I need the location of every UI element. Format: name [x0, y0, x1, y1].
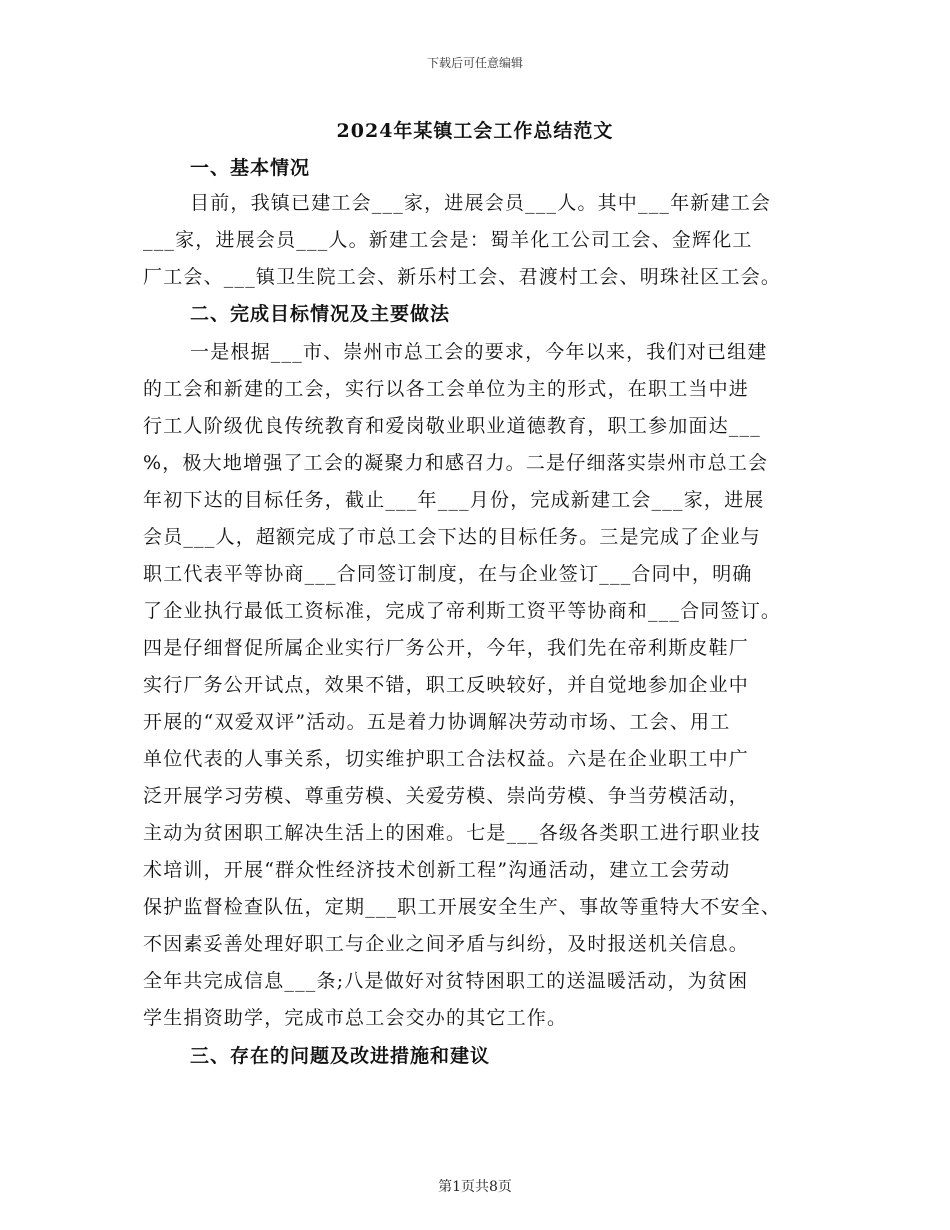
paragraph-line: ___家，进展会员___人。新建工会是：蜀羊化工公司工会、金辉化工: [143, 229, 753, 251]
section-heading-basic: 一、基本情况: [190, 157, 311, 179]
paragraph-line: 泛开展学习劳模、尊重劳模、关爱劳模、崇尚劳模、争当劳模活动，: [143, 785, 750, 807]
paragraph-line: 年初下达的目标任务，截止___年___月份，完成新建工会___家，进展: [143, 489, 765, 511]
paragraph-line: 主动为贫困职工解决生活上的困难。七是___各级各类职工进行职业技: [143, 822, 761, 844]
paragraph-line: 目前，我镇已建工会___家，进展会员___人。其中___年新建工会: [190, 192, 772, 214]
paragraph-line: 一是根据___市、崇州市总工会的要求，今年以来，我们对已组建: [190, 341, 768, 363]
section-heading-goals: 二、完成目标情况及主要做法: [190, 303, 451, 325]
section-heading-issues: 三、存在的问题及改进措施和建议: [190, 1045, 491, 1067]
paragraph-line: 厂工会、___镇卫生院工会、新乐村工会、君渡村工会、明珠社区工会。: [143, 266, 782, 288]
header-note: 下载后可任意编辑: [426, 56, 523, 70]
page-footer: 第1页共8页: [438, 1179, 512, 1195]
paragraph-line: 会员___人，超额完成了市总工会下达的目标任务。三是完成了企业与: [143, 526, 761, 548]
paragraph-line: 保护监督检查队伍，定期___职工开展安全生产、事故等重特大不安全、: [143, 896, 782, 918]
paragraph-line: 学生捐资助学，完成市总工会交办的其它工作。: [143, 1007, 568, 1029]
paragraph-line: 职工代表平等协商___合同签订制度，在与企业签订___合同中，明确: [143, 563, 753, 585]
paragraph-line: 行工人阶级优良传统教育和爱岗敬业职业道德教育，职工参加面达___: [143, 415, 761, 437]
paragraph-line: 实行厂务公开试点，效果不错，职工反映较好，并自觉地参加企业中: [143, 674, 750, 696]
paragraph-line: 不因素妥善处理好职工与企业之间矛盾与纠纷，及时报送机关信息。: [143, 933, 750, 955]
paragraph-line: 的工会和新建的工会，实行以各工会单位为主的形式，在职工当中进: [143, 378, 750, 400]
paragraph-line: 全年共完成信息___条;八是做好对贫特困职工的送温暖活动，为贫困: [143, 970, 749, 992]
paragraph-line: 开展的“双爱双评”活动。五是着力协调解决劳动市场、工会、用工: [143, 711, 731, 733]
paragraph-line: %，极大地增强了工会的凝聚力和感召力。二是仔细落实崇州市总工会: [143, 452, 769, 474]
paragraph-line: 单位代表的人事关系，切实维护职工合法权益。六是在企业职工中广: [143, 748, 750, 770]
paragraph-line: 了企业执行最低工资标准，完成了帝利斯工资平等协商和___合同签订。: [143, 600, 782, 622]
paragraph-line: 四是仔细督促所属企业实行厂务公开，今年，我们先在帝利斯皮鞋厂: [143, 637, 750, 659]
paragraph-line: 术培训，开展“群众性经济技术创新工程”沟通活动，建立工会劳动: [143, 859, 731, 881]
document-title: 2024年某镇工会工作总结范文: [336, 120, 614, 142]
